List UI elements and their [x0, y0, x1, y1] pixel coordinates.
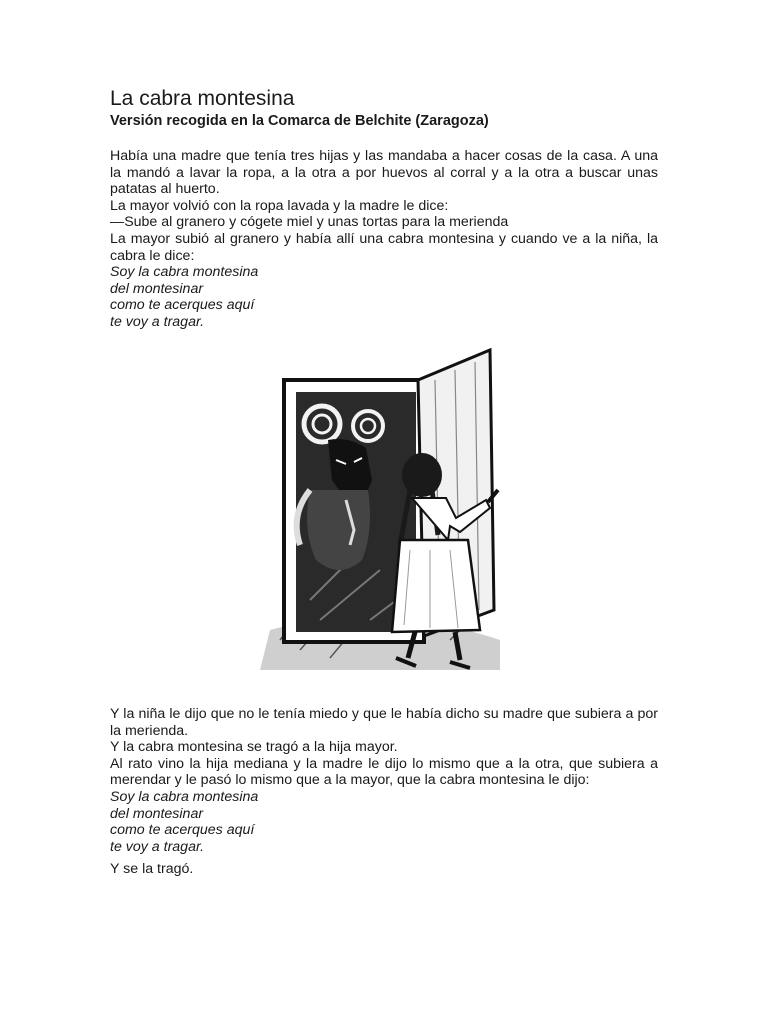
paragraph: Había una madre que tenía tres hijas y las mandaba a hacer cosas de la casa. A una la mandó a lavar la ropa, a la otra a por huevos al corral y a la otra a buscar unas patatas al huerto. — [110, 148, 658, 198]
verse-line: Soy la cabra montesina — [110, 788, 259, 805]
paragraph: La mayor subió al granero y había allí una cabra montesina y cuando ve a la niña, la cabra le dice: — [110, 230, 658, 264]
story-ending: Y se la tragó. — [110, 861, 194, 878]
paragraph: —Sube al granero y cógete miel y unas tortas para la merienda — [110, 214, 509, 231]
verse-line: como te acerques aquí — [110, 822, 255, 839]
verse-line: Soy la cabra montesina — [110, 264, 259, 281]
story-top — [110, 86, 658, 331]
paragraph: Y la cabra montesina se tragó a la hija mayor. — [110, 739, 398, 756]
verse-line: del montesinar — [110, 280, 204, 297]
verse-line: te voy a tragar. — [110, 838, 205, 855]
story-title: La cabra montesina — [110, 87, 295, 110]
paragraph: Al rato vino la hija mediana y la madre le dijo lo mismo que a la otra, que subiera a merendar y le pasó lo mismo que a la mayor, que la cabra montesina le dijo: — [110, 755, 658, 789]
paragraph: Y la niña le dijo que no le tenía miedo y que le había dicho su madre que subiera a por la merienda. — [110, 706, 658, 739]
story-subtitle: Versión recogida en la Comarca de Belchite (Zaragoza) — [110, 113, 489, 129]
verse-line: del montesinar — [110, 805, 204, 822]
paragraph: La mayor volvió con la ropa lavada y la madre le dice: — [110, 197, 449, 214]
verse-line: como te acerques aquí — [110, 297, 255, 314]
goat-door-illustration — [250, 340, 512, 680]
story-bottom — [110, 706, 658, 878]
verse-line: te voy a tragar. — [110, 313, 205, 330]
